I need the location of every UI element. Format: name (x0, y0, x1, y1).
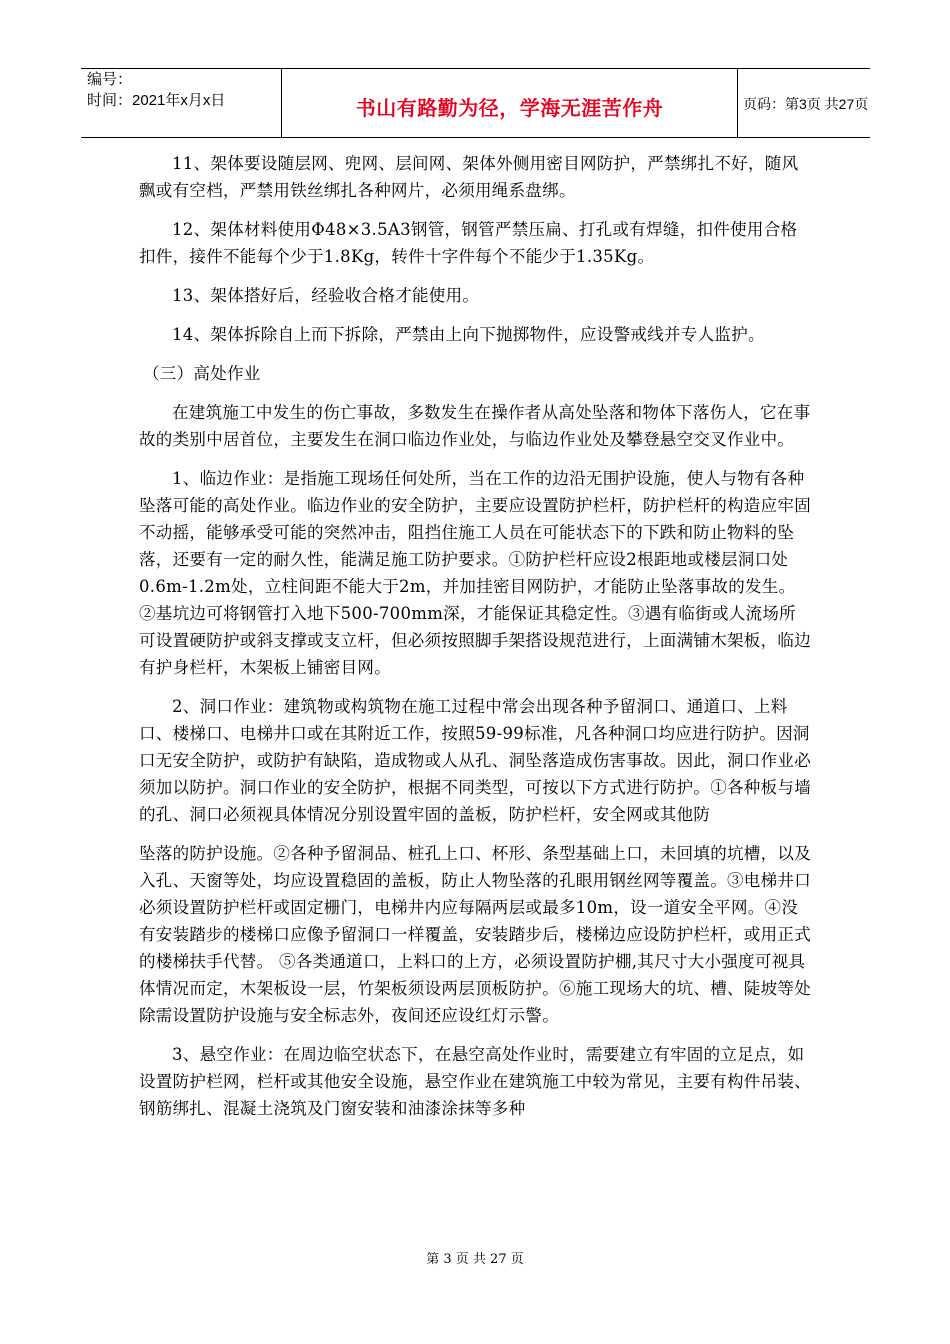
document-code-label: 编号： (87, 71, 133, 88)
paragraph-item-13: 13、架体搭好后，经验收合格才能使用。 (172, 286, 480, 305)
document-date-label: 时间：2021年x月x日 (87, 92, 226, 109)
paragraph-opening-work-continued: 坠落的防护设施。②各种予留洞品、桩孔上口、杯形、条型基础上口，未回填的坑槽，以及入孔、天窗等处，均应设置稳固的盖板，防止人物坠落的孔眼用钢丝网等覆盖。③电梯井口必须设置防护栏杆或固定栅门，电梯井内应每隔两层或最多10m，设一道安全平网。④没有安装踏步的楼梯口应像予留洞口一样覆盖，安装踏步后，楼梯边应设防护栏杆，或用正式的楼梯扶手代替。 ⑤各类通道口，上料口的上方，必须设置防护棚,其尺寸大小强度可视具体情况而定，木架板设一层，竹架板须设两层顶板防护。⑥施工现场大的坑、槽、陡坡等处除需设置防护设施与安全标志外，夜间还应设红灯示警。 (139, 844, 811, 1025)
paragraph-opening-work: 2、洞口作业：建筑物或构筑物在施工过程中常会出现各种予留洞口、通道口、上料口、楼梯口、电梯井口或在其附近工作，按照59-99标准，凡各种洞口均应进行防护。因洞口无安全防护，或防护有缺陷，造成物或人从孔、洞坠落造成伤害事故。因此，洞口作业必须加以防护。洞口作业的安全防护，根据不同类型，可按以下方式进行防护。①各种板与墙的孔、洞口必须视具体情况分别设置牢固的盖板，防护栏杆，安全网或其他防 (139, 697, 811, 824)
header-meta-cell (81, 69, 281, 137)
document-body (139, 150, 811, 1122)
header-motto-cell (281, 69, 738, 137)
header-motto: 书山有路勤为径，学海无涯苦作舟 (355, 96, 664, 120)
paragraph-edge-work: 1、临边作业：是指施工现场任何处所，当在工作的边沿无围护设施，使人与物有各种坠落可能的高处作业。临边作业的安全防护，主要应设置防护栏杆，防护栏杆的构造应牢固不动摇，能够承受可能的突然冲击，阻挡住施工人员在可能状态下的下跌和防止物料的坠落，还要有一定的耐久性，能满足施工防护要求。①防护栏杆应设2根距地或楼层洞口处0.6m-1.2m处，立柱间距不能大于2m，并加挂密目网防护，才能防止坠落事故的发生。②基坑边可将钢管打入地下500-700mm深，才能保证其稳定性。③遇有临街或人流场所可设置硬防护或斜支撑或支立杆，但必须按照脚手架搭设规范进行，上面满铺木架板，临边有护身栏杆，木架板上铺密目网。 (139, 469, 811, 677)
page-footer: 第 3 页 共 27 页 (426, 1252, 524, 1267)
paragraph-item-11: 11、架体要设随层网、兜网、层间网、架体外侧用密目网防护，严禁绑扎不好，随风飘或有空档，严禁用铁丝绑扎各种网片，必须用绳系盘绑。 (139, 154, 799, 200)
paragraph-item-14: 14、架体拆除自上而下拆除，严禁由上向下抛掷物件，应设警戒线并专人监护。 (172, 325, 765, 344)
header-page-cell (737, 69, 870, 137)
page-header (81, 68, 870, 138)
paragraph-suspended-work: 3、悬空作业：在周边临空状态下，在悬空高处作业时，需要建立有牢固的立足点，如设置防护栏网，栏杆或其他安全设施，悬空作业在建筑施工中较为常见，主要有构件吊装、钢筋绑扎、混凝土浇筑及门窗安装和油漆涂抹等多种 (139, 1045, 811, 1118)
header-page-number: 页码：第3页 共27页 (743, 96, 869, 112)
section-heading: （三）高处作业 (143, 364, 261, 383)
paragraph-intro: 在建筑施工中发生的伤亡事故，多数发生在操作者从高处坠落和物体下落伤人，它在事故的类别中居首位，主要发生在洞口临边作业处，与临边作业处及攀登悬空交叉作业中。 (139, 403, 811, 449)
paragraph-item-12: 12、架体材料使用Φ48×3.5A3钢管，钢管严禁压扁、打孔或有焊缝，扣件使用合格扣件，接件不能每个少于1.8Kg，转件十字件每个不能少于1.35Kg。 (139, 220, 798, 266)
